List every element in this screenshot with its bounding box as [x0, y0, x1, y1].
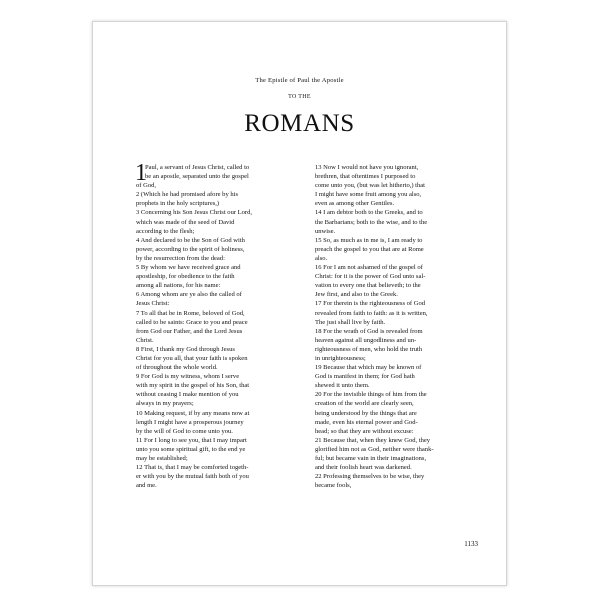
- verse-line: 4 And declared to be the Son of God with: [136, 236, 245, 244]
- verse-line: 3 Concerning his Son Jesus Christ our Lord,: [136, 209, 253, 217]
- verse-line: 16 For I am not ashamed of the gospel of: [315, 264, 423, 272]
- verse-line: 20 For the invisible things of him from the: [315, 391, 427, 399]
- verse-line: which was made of the seed of David: [136, 218, 235, 226]
- verse-line: apostleship, for obedience to the faith: [136, 273, 235, 281]
- verse-line: Paul, a servant of Jesus Christ, called to: [145, 164, 250, 171]
- verse-line: ful; but became vain in their imaginations,: [315, 455, 427, 462]
- verse-line: come unto you, (but was let hitherto,) that: [315, 182, 425, 190]
- verse-line: may be established;: [136, 455, 188, 462]
- verse-line: 13 Now I would not have you ignorant,: [315, 164, 419, 171]
- verse-line: Jesus Christ:: [136, 300, 170, 308]
- page-number: 1133: [464, 540, 478, 548]
- verse-line: 12 That is, that I may be comforted togeth-: [136, 464, 249, 472]
- verse-line: glorified him not as God, neither were thank-: [315, 445, 434, 453]
- verse-line: being understood by the things that are: [315, 409, 417, 417]
- verse-line: brethren, that oftentimes I purposed to: [315, 173, 416, 181]
- bible-page: [92, 21, 507, 586]
- verse-line: always in my prayers;: [136, 400, 194, 408]
- verse-line: heaven against all ungodliness and un-: [315, 336, 417, 344]
- verse-line: 7 To all that be in Rome, beloved of God,: [136, 309, 245, 317]
- chapter-drop-cap: 1: [135, 160, 147, 186]
- right-text-column: [315, 163, 477, 490]
- verse-line: by the will of God to come unto you.: [136, 427, 233, 435]
- verse-line: of God,: [136, 182, 157, 190]
- verse-line: 9 For God is my witness, whom I serve: [136, 373, 240, 381]
- verse-line: by the resurrection from the dead:: [136, 254, 225, 262]
- verse-line: among all nations, for his name:: [136, 282, 221, 290]
- verse-line: the Barbarians; both to the wise, and to the: [315, 218, 428, 226]
- verse-line: righteousness of men, who hold the truth: [315, 345, 423, 353]
- verse-line: also.: [315, 254, 328, 262]
- verse-line: made, even his eternal power and God-: [315, 418, 418, 426]
- left-text-column: [135, 160, 299, 490]
- verse-line: prophets in the holy scriptures,): [136, 200, 220, 208]
- verse-line: shewed it unto them.: [315, 382, 370, 390]
- verse-line: in unrighteousness;: [315, 354, 366, 362]
- verse-line: The just shall live by faith.: [315, 318, 386, 326]
- verse-line: Jew first, and also to the Greek.: [315, 291, 398, 299]
- verse-line: unto you some spiritual gift, to the end ye: [136, 445, 246, 453]
- verse-line: Christ.: [136, 336, 154, 344]
- verse-line: 17 For therein is the righteousness of God: [315, 300, 426, 308]
- verse-line: head; so that they are without excuse:: [315, 427, 414, 435]
- verse-line: and me.: [136, 482, 157, 490]
- verse-line: 22 Professing themselves to be wise, they: [315, 473, 425, 481]
- verse-line: vation to every one that believeth; to the: [315, 282, 421, 290]
- verse-line: power, according to the spirit of holiness,: [136, 245, 245, 253]
- to-the-heading: TO THE: [288, 94, 311, 100]
- verse-line: unwise.: [315, 227, 336, 235]
- verse-line: 18 For the wrath of God is revealed from: [315, 327, 423, 335]
- verse-line: without ceasing I make mention of you: [136, 391, 239, 399]
- verse-line: Christ for you all, that your faith is spoken: [136, 354, 248, 362]
- verse-line: according to the flesh;: [136, 227, 195, 235]
- verse-line: 19 Because that which may be known of: [315, 364, 422, 372]
- verse-line: 10 Making request, if by any means now at: [136, 409, 250, 417]
- verse-line: revealed from faith to faith: as it is written,: [315, 309, 428, 317]
- verse-line: and their foolish heart was darkened.: [315, 464, 412, 472]
- verse-line: be an apostle, separated unto the gospel: [145, 173, 249, 181]
- verse-line: 21 Because that, when they knew God, they: [315, 436, 431, 444]
- verse-line: length I might have a prosperous journey: [136, 418, 244, 426]
- verse-line: 6 Among whom are ye also the called of: [136, 291, 242, 299]
- verse-line: called to be saints: Grace to you and peace: [136, 318, 248, 326]
- verse-line: preach the gospel to you that are at Rome: [315, 245, 424, 253]
- verse-line: 15 So, as much as in me is, I am ready to: [315, 236, 423, 244]
- verse-line: Christ: for it is the power of God unto sal-: [315, 273, 426, 281]
- verse-line: er with you by the mutual faith both of you: [136, 473, 249, 481]
- verse-line: 8 First, I thank my God through Jesus: [136, 345, 235, 353]
- verse-line: God is manifest in them; for God hath: [315, 373, 415, 381]
- verse-line: even as among other Gentiles.: [315, 200, 395, 208]
- verse-line: of throughout the whole world.: [136, 364, 218, 372]
- book-title: ROMANS: [244, 110, 355, 137]
- verse-line: from God our Father, and the Lord Jesus: [136, 327, 243, 335]
- verse-line: became fools,: [315, 482, 352, 490]
- verse-line: I might have some fruit among you also,: [315, 191, 422, 199]
- verse-line: with my spirit in the gospel of his Son, that: [136, 382, 250, 390]
- verse-line: 14 I am debtor both to the Greeks, and to: [315, 209, 423, 217]
- verse-line: creation of the world are clearly seen,: [315, 400, 414, 408]
- epistle-heading: The Epistle of Paul the Apostle: [255, 77, 344, 84]
- verse-line: 5 By whom we have received grace and: [136, 264, 241, 272]
- verse-line: 11 For I long to see you, that I may impart: [136, 436, 247, 444]
- verse-line: 2 (Which he had promised afore by his: [136, 191, 238, 199]
